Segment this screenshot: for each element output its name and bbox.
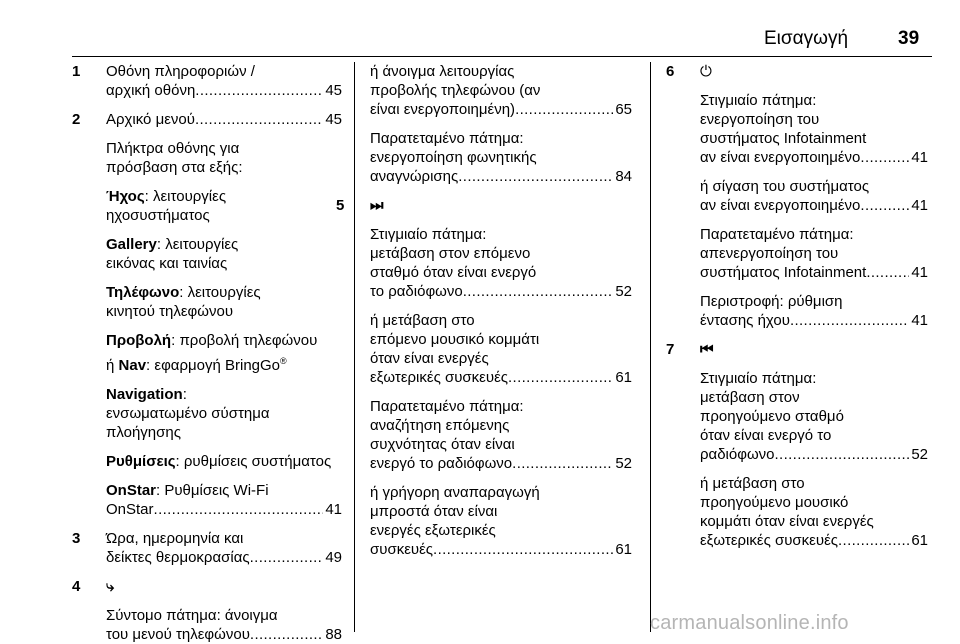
item-text: επόμενο μουσικό κομμάτι bbox=[370, 331, 540, 348]
entry-page: 41 bbox=[911, 197, 928, 214]
toc-entry[interactable] bbox=[106, 500, 342, 519]
item-text: ή bbox=[106, 357, 119, 374]
toc-entry[interactable] bbox=[700, 311, 928, 330]
item-text: συχνότητας όταν είναι bbox=[370, 436, 515, 453]
item-text: : Ρυθμίσεις Wi-Fi bbox=[156, 482, 269, 499]
continuation bbox=[370, 62, 632, 119]
item-text: : ρυθμίσεις συστήματος bbox=[175, 453, 332, 470]
onstar-entry bbox=[106, 481, 342, 519]
page-header-title: Εισαγωγή bbox=[764, 28, 849, 49]
item-text: προηγούμενο σταθμό bbox=[700, 408, 844, 425]
page-number: 39 bbox=[898, 28, 920, 49]
entry-page: 61 bbox=[911, 532, 928, 549]
item-number: 3 bbox=[72, 530, 81, 547]
toc-entry[interactable] bbox=[370, 368, 632, 387]
term: Προβολή bbox=[106, 332, 172, 349]
toc-entry[interactable] bbox=[106, 81, 342, 100]
gallery-entry bbox=[106, 235, 342, 273]
leader-dots bbox=[838, 531, 909, 550]
entry-page: 45 bbox=[325, 111, 342, 128]
item-text: αναζήτηση επόμενης bbox=[370, 417, 510, 434]
item-text: σταθμό όταν είναι ενεργό bbox=[370, 264, 537, 281]
item-text: κινητού τηλεφώνου bbox=[106, 303, 234, 320]
item-text: ενεργοποίηση του bbox=[700, 111, 820, 128]
item-text: : λειτουργίες bbox=[179, 284, 261, 301]
term: Nav bbox=[118, 357, 147, 374]
power-icon: ⏻ bbox=[700, 62, 712, 80]
list-item-7 bbox=[666, 340, 928, 550]
entry-page: 65 bbox=[615, 101, 632, 118]
item-text: Οθόνη πληροφοριών / bbox=[106, 63, 255, 80]
item-text: : εφαρμογή BringGo bbox=[146, 357, 281, 374]
next-track-icon: ⏭ bbox=[370, 196, 384, 214]
entry-label: δείκτες θερμοκρασίας bbox=[106, 549, 250, 566]
term: Ήχος bbox=[106, 188, 145, 205]
item-text: ηχοσυστήματος bbox=[106, 207, 210, 224]
item-text: εικόνας και ταινίας bbox=[106, 255, 228, 272]
entry-label: του μενού τηλεφώνου bbox=[106, 626, 250, 643]
item-text: προβολής τηλεφώνου (αν bbox=[370, 82, 541, 99]
toc-entry[interactable] bbox=[106, 548, 342, 567]
leader-dots bbox=[433, 540, 613, 559]
term: Gallery bbox=[106, 236, 157, 253]
toc-entry[interactable] bbox=[700, 531, 928, 550]
toc-entry[interactable] bbox=[370, 540, 632, 559]
item-number: 1 bbox=[72, 63, 81, 80]
item-text: Παρατεταμένο πάτημα: bbox=[700, 226, 854, 243]
term: Navigation bbox=[106, 386, 183, 403]
item-text: ή μετάβαση στο bbox=[700, 475, 805, 492]
leader-dots bbox=[860, 148, 909, 167]
term: Τηλέφωνο bbox=[106, 284, 180, 301]
item-number: 6 bbox=[666, 63, 675, 80]
entry-page: 41 bbox=[911, 264, 928, 281]
entry-label: το ραδιόφωνο bbox=[370, 283, 463, 300]
item-text: όταν είναι ενεργό το bbox=[700, 427, 832, 444]
item-text: : λειτουργίες bbox=[144, 188, 227, 205]
entry-label: αρχική οθόνη bbox=[106, 82, 196, 99]
item-number: 2 bbox=[72, 111, 81, 128]
long-press-entry bbox=[370, 129, 632, 186]
leader-dots bbox=[775, 445, 910, 464]
item-text: Παρατεταμένο πάτημα: bbox=[370, 130, 524, 147]
item-text: απενεργοποίηση του bbox=[700, 245, 839, 262]
header-rule bbox=[72, 56, 932, 57]
item-text: : bbox=[182, 386, 187, 403]
phone-entry bbox=[106, 283, 342, 321]
toc-entry[interactable] bbox=[700, 148, 928, 167]
item-text: ενεργοποίηση φωνητικής bbox=[370, 149, 537, 166]
item-text: ή γρήγορη αναπαραγωγή bbox=[370, 484, 540, 501]
settings-entry bbox=[106, 452, 342, 471]
item-text: Περιστροφή: ρύθμιση bbox=[700, 293, 843, 310]
list-item-3 bbox=[72, 529, 342, 567]
item-text: Στιγμιαίο πάτημα: bbox=[700, 92, 817, 109]
leader-dots bbox=[515, 100, 613, 119]
phone-icon: ⤷ bbox=[106, 577, 115, 595]
leader-dots bbox=[458, 167, 613, 186]
item-text: ή άνοιγμα λειτουργίας bbox=[370, 63, 515, 80]
toc-entry[interactable] bbox=[106, 110, 342, 129]
item-text: Στιγμιαίο πάτημα: bbox=[370, 226, 487, 243]
item-text: μπροστά όταν είναι bbox=[370, 503, 498, 520]
entry-page: 49 bbox=[325, 549, 342, 566]
column-1 bbox=[72, 62, 342, 644]
entry-page: 52 bbox=[615, 283, 632, 300]
term: Ρυθμίσεις bbox=[106, 453, 176, 470]
item-text: ή μετάβαση στο bbox=[370, 312, 475, 329]
leader-dots bbox=[512, 454, 613, 473]
entry-label: αν είναι ενεργοποιημένο bbox=[700, 149, 861, 166]
leader-dots bbox=[250, 625, 323, 644]
item-text: μετάβαση στον bbox=[700, 389, 800, 406]
sound-entry bbox=[106, 187, 342, 225]
entry-page: 41 bbox=[325, 501, 342, 518]
entry-label: συσκευές bbox=[370, 541, 434, 558]
item-text: ενσωματωμένο σύστημα bbox=[106, 405, 270, 422]
entry-label: είναι ενεργοποιημένη) bbox=[370, 101, 516, 118]
entry-label: έντασης ήχου bbox=[700, 312, 790, 329]
description bbox=[106, 139, 342, 177]
item-text: Ώρα, ημερομηνία και bbox=[106, 530, 244, 547]
item-text: μετάβαση στον επόμενο bbox=[370, 245, 531, 262]
item-text: όταν είναι ενεργές bbox=[370, 350, 489, 367]
item-text: προηγούμενο μουσικό bbox=[700, 494, 849, 511]
entry-page: 52 bbox=[615, 455, 632, 472]
previous-track-icon: ⏮ bbox=[700, 340, 714, 358]
leader-dots bbox=[195, 81, 323, 100]
item-text: Παρατεταμένο πάτημα: bbox=[370, 398, 524, 415]
toc-entry[interactable] bbox=[700, 445, 928, 464]
entry-label: OnStar bbox=[106, 501, 154, 518]
list-item-4 bbox=[72, 577, 342, 644]
leader-dots bbox=[860, 196, 909, 215]
toc-entry[interactable] bbox=[700, 263, 928, 282]
toc-entry[interactable] bbox=[370, 282, 632, 301]
watermark: carmanualsonline.info bbox=[650, 612, 849, 634]
column-2 bbox=[336, 62, 632, 569]
leader-dots bbox=[790, 311, 909, 330]
leader-dots bbox=[463, 282, 614, 301]
item-text: Στιγμιαίο πάτημα: bbox=[700, 370, 817, 387]
toc-entry[interactable] bbox=[700, 196, 928, 215]
item-text: κομμάτι όταν είναι ενεργές bbox=[700, 513, 874, 530]
leader-dots bbox=[154, 500, 324, 519]
entry-page: 41 bbox=[911, 149, 928, 166]
item-number: 4 bbox=[72, 578, 81, 595]
entry-page: 52 bbox=[911, 446, 928, 463]
column-3 bbox=[666, 62, 928, 560]
item-text: συστήματος Infotainment bbox=[700, 130, 867, 147]
entry-label: συστήματος Infotainment bbox=[700, 264, 867, 281]
toc-entry[interactable] bbox=[106, 625, 342, 644]
leader-dots bbox=[866, 263, 909, 282]
toc-entry[interactable] bbox=[370, 454, 632, 473]
entry-label: ραδιόφωνο bbox=[700, 446, 775, 463]
item-text: ή σίγαση του συστήματος bbox=[700, 178, 870, 195]
entry-label: εξωτερικές συσκευές bbox=[700, 532, 838, 549]
entry-page: 45 bbox=[325, 82, 342, 99]
projection-entry bbox=[106, 331, 342, 375]
toc-entry[interactable] bbox=[370, 100, 632, 119]
item-text: : λειτουργίες bbox=[156, 236, 239, 253]
entry-label: Αρχικό μενού bbox=[106, 111, 195, 128]
entry-label: εξωτερικές συσκευές bbox=[370, 369, 508, 386]
leader-dots bbox=[508, 368, 613, 387]
entry-page: 84 bbox=[615, 168, 632, 185]
registered-mark: ® bbox=[280, 356, 287, 366]
item-number: 5 bbox=[336, 197, 345, 214]
item-text: πρόσβαση στα εξής: bbox=[106, 159, 243, 176]
entry-page: 61 bbox=[615, 541, 632, 558]
leader-dots bbox=[195, 110, 323, 129]
item-text: : προβολή τηλεφώνου bbox=[171, 332, 318, 349]
item-number: 7 bbox=[666, 341, 675, 358]
entry-label: αν είναι ενεργοποιημένο bbox=[700, 197, 861, 214]
entry-label: αναγνώρισης bbox=[370, 168, 459, 185]
item-text: Πλήκτρα οθόνης για bbox=[106, 140, 240, 157]
entry-page: 61 bbox=[615, 369, 632, 386]
list-item-5 bbox=[336, 196, 632, 559]
item-text: Σύντομο πάτημα: άνοιγμα bbox=[106, 607, 278, 624]
entry-page: 88 bbox=[325, 626, 342, 643]
toc-entry[interactable] bbox=[370, 167, 632, 186]
leader-dots bbox=[250, 548, 324, 567]
column-divider bbox=[650, 62, 651, 632]
item-text: ενεργές εξωτερικές bbox=[370, 522, 496, 539]
item-text: πλοήγησης bbox=[106, 424, 181, 441]
term: OnStar bbox=[106, 482, 157, 499]
entry-label: ενεργό το ραδιόφωνο bbox=[370, 455, 513, 472]
navigation-entry bbox=[106, 385, 342, 442]
list-item-1 bbox=[72, 62, 342, 100]
list-item-6 bbox=[666, 62, 928, 330]
list-item-2 bbox=[72, 110, 342, 519]
entry-page: 41 bbox=[911, 312, 928, 329]
